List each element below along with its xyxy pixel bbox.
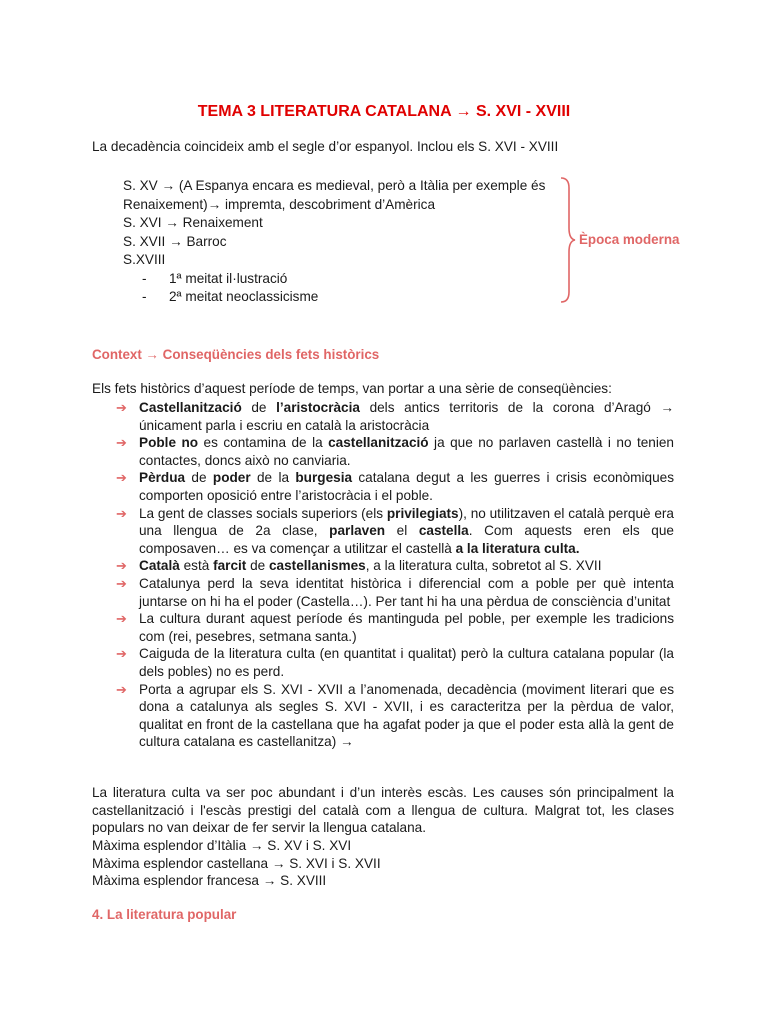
consequences-list <box>92 399 674 751</box>
arrow-bullet-icon: ➔ <box>116 558 127 574</box>
timeline-xvi: S. XVI → Renaixement <box>123 215 263 230</box>
bold-text: privilegiats <box>386 505 459 521</box>
epoca-moderna-label: Època moderna <box>579 232 680 247</box>
bold-text: farcit <box>213 558 247 574</box>
body-text: de <box>241 400 277 415</box>
context-heading: Context → Conseqüències dels fets històrics <box>92 347 380 362</box>
body-text: La cultura durant aquest període és mantinguda pel poble, per exemple les tradicions com (rei, pesebres, setmana santa.) <box>139 611 674 644</box>
list-item <box>92 645 674 680</box>
arrow-bullet-icon: ➔ <box>116 400 127 415</box>
dash-marker: - <box>142 289 147 304</box>
arrow-bullet-icon: ➔ <box>116 681 127 697</box>
body-text: , a la literatura culta, sobretot al S. XVII <box>365 558 602 574</box>
arrow-bullet-icon: ➔ <box>116 505 127 521</box>
body-text: dels antics territoris de la corona d’Aragó → únicament parla i escriu en català la aristocràcia <box>139 400 674 433</box>
body-text: . Com aquests eren els que composaven… es va començar a utilitzar el castellà <box>139 523 674 556</box>
bold-text: burgesia <box>295 470 353 486</box>
list-item <box>92 469 674 504</box>
dash-marker: - <box>142 270 147 286</box>
bold-text: l’aristocràcia <box>276 400 360 415</box>
timeline-list <box>123 177 573 307</box>
maxima-castellana: Màxima esplendor castellana → S. XVI i S. XVII <box>92 855 381 871</box>
bold-text: Pèrdua <box>139 470 186 486</box>
bold-text: castellanismes <box>269 558 366 574</box>
context-lead: Els fets històrics d’aquest període de temps, van portar a una sèrie de conseqüències: <box>92 381 612 396</box>
curly-brace-icon <box>560 176 576 304</box>
list-item <box>92 557 674 575</box>
arrow-bullet-icon: ➔ <box>116 575 127 591</box>
timeline-sub-label: 1ª meitat il·lustració <box>169 270 288 286</box>
timeline-xvii: S. XVII → Barroc <box>123 233 227 249</box>
list-item <box>92 505 674 558</box>
bold-text: castella <box>418 523 469 539</box>
body-text: ja que no parlaven castellà i no tenien contactes, doncs això no canviaria. <box>139 435 674 468</box>
body-text: Porta a agrupar els S. XVI - XVII a l’anomenada, decadència (moviment literari que es dona a catalunya als segles S. XVI - XVII, i es caracteritza per la pèrdua de valor, qualitat en front de la castellana que ha agafat poder ja que el poder esta allà la gent de cultura catalana es castellanitza) → <box>139 681 674 750</box>
bold-text: Castellanització <box>139 400 242 415</box>
arrow-bullet-icon: ➔ <box>116 611 127 627</box>
body-text: el <box>385 523 419 539</box>
list-item <box>92 399 674 434</box>
body-text: Caiguda de la literatura culta (en quantitat i qualitat) però la cultura catalana popular (la dels pobles) no es perd. <box>139 646 674 679</box>
maxima-list <box>92 837 381 890</box>
body-text: Catalunya perd la seva identitat històrica i diferencial com a poble per què intenta juntarse on hi ha el poder (Castella…). Per tant hi ha una pèrdua de consciència d’unitat <box>139 575 674 609</box>
body-text: es contamina de la <box>198 435 329 451</box>
arrow-bullet-icon: ➔ <box>116 646 127 662</box>
body-text: de <box>246 558 269 574</box>
list-item <box>92 434 674 469</box>
body-text: de <box>185 470 213 486</box>
list-item <box>92 610 674 645</box>
literature-paragraph: La literatura culta va ser poc abundant i d’un interès escàs. Les causes són principalment la castellanització i l'escàs prestigi del català com a llengua de cultura. Malgrat tot, les clases populars no van deixar de fer servir la llengua catalana. <box>92 785 674 836</box>
document-title: TEMA 3 LITERATURA CATALANA → S. XVI - XVIII <box>197 103 571 120</box>
body-text: catalana degut a les guerres i crisis econòmiques comporten oposició entre l’aristocràcia i el poble. <box>139 470 675 503</box>
list-item <box>92 681 674 751</box>
body-text: La gent de classes socials superiors (els <box>139 505 387 521</box>
bold-text: parlaven <box>329 523 386 539</box>
timeline-xv-line1: S. XV → (A Espanya encara es medieval, però a Itàlia per exemple és <box>123 178 546 193</box>
body-text: de la <box>250 470 296 486</box>
timeline-xviii: S.XVIII <box>123 252 166 267</box>
bold-text: Català <box>139 558 180 574</box>
bold-text: poder <box>212 470 251 486</box>
maxima-italia: Màxima esplendor d’Itàlia → S. XV i S. XVI <box>92 838 352 853</box>
bold-text: Poble no <box>139 435 199 451</box>
arrow-bullet-icon: ➔ <box>116 470 127 486</box>
body-text: està <box>179 558 214 574</box>
list-item <box>92 575 674 610</box>
bold-text: castellanització <box>328 435 429 451</box>
maxima-francesa: Màxima esplendor francesa → S. XVIII <box>92 873 327 889</box>
intro-text: La decadència coincideix amb el segle d’or espanyol. Inclou els S. XVI - XVIII <box>92 139 559 154</box>
body-text: ), no utilitzaven el català perquè era una llengua de 2a clase, <box>139 505 674 539</box>
arrow-bullet-icon: ➔ <box>116 435 127 451</box>
section-4-heading: 4. La literatura popular <box>92 907 237 922</box>
timeline-sub-item <box>123 288 573 307</box>
timeline-sub-label: 2ª meitat neoclassicisme <box>169 289 319 304</box>
timeline-sub-item <box>123 270 573 289</box>
bold-text: a la literatura culta. <box>455 540 580 556</box>
timeline-xv-line2: Renaixement)→ impremta, descobriment d’Amèrica <box>123 196 436 212</box>
